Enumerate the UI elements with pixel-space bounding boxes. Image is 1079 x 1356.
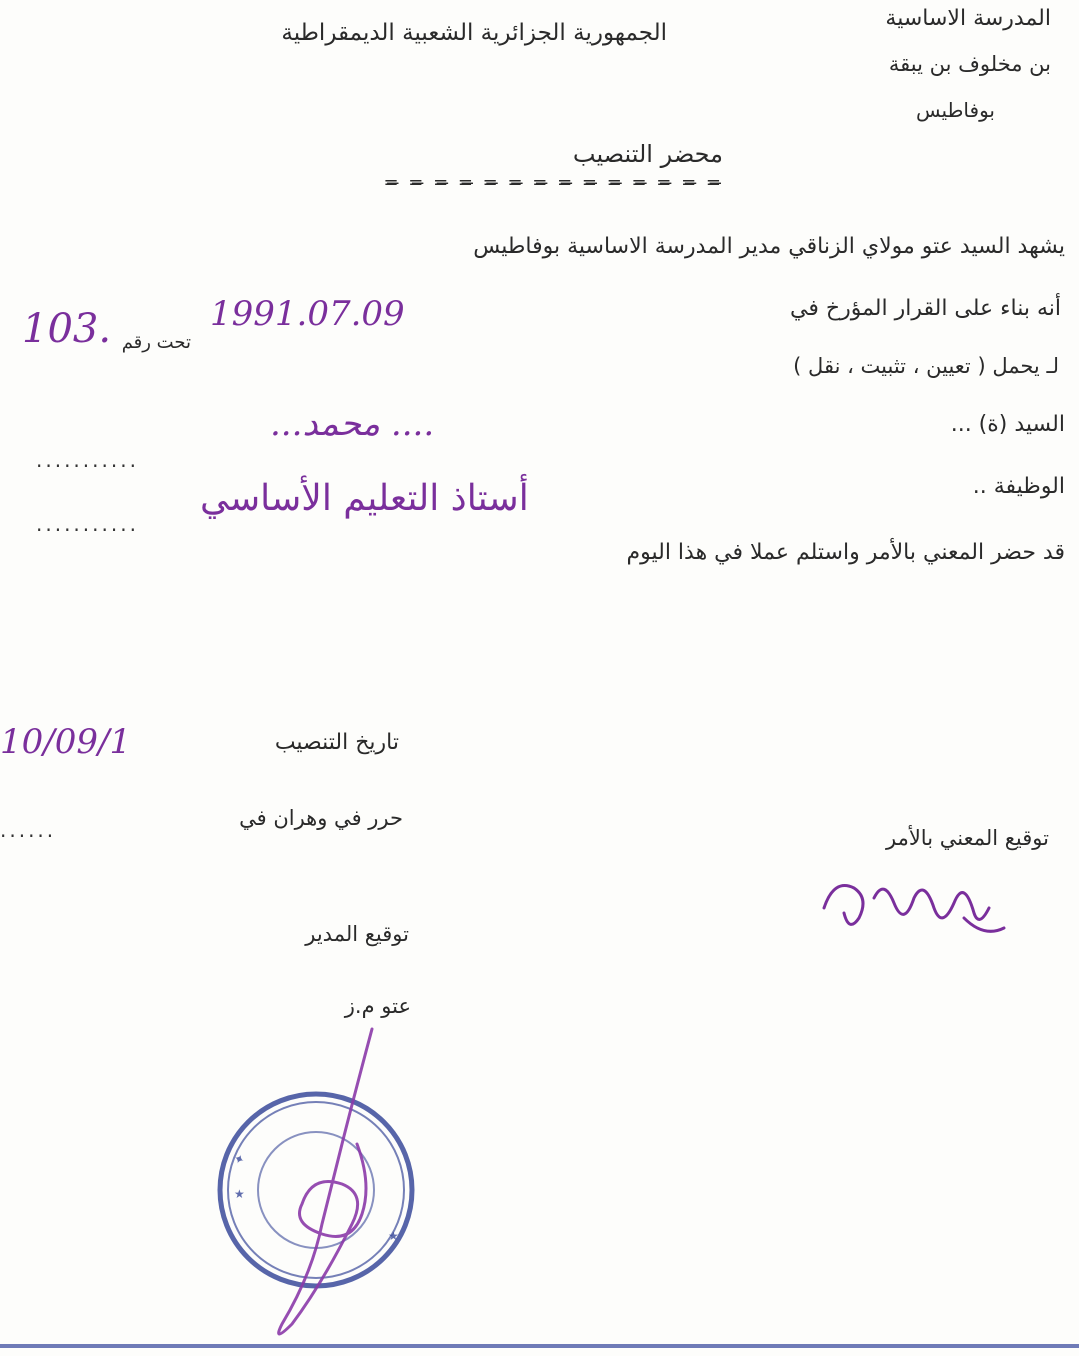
body-line-last: قد حضر المعني بالأمر واستلم عملا في هذا اليوم	[626, 540, 1065, 565]
decision-number-label: تحت رقم	[121, 332, 191, 353]
svg-text:★: ★	[388, 1229, 399, 1243]
title-underline: =̶ =̶ =̶ =̶ =̶ =̶ =̶ =̶ =̶ =̶ =̶ =̶ =̶ =̶	[383, 172, 723, 193]
director-signature	[252, 1024, 412, 1354]
job-dots: ...........	[36, 512, 139, 536]
document-title: محضر التنصيب	[572, 140, 723, 168]
name-dots: ...........	[36, 448, 139, 472]
job-value: أستاذ التعليم الأساسي	[200, 478, 529, 519]
school-line3: بوفاطيس	[915, 98, 995, 122]
name-value: ...محمد ....	[270, 404, 435, 444]
school-line1: المدرسة الاساسية	[885, 6, 1051, 31]
director-name: عتو م.ز	[344, 994, 411, 1018]
svg-text:✦: ✦	[231, 1151, 250, 1168]
body-line3: لـ يحمل ( تعيين ، تثبيت ، نقل )	[793, 354, 1059, 378]
body-line1: يشهد السيد عتو مولاي الزناقي مدير المدرسة الاساسية بوفاطيس	[473, 234, 1065, 259]
decision-date: 1991.07.09	[210, 294, 405, 334]
made-at-label: حرر في وهران في	[239, 806, 403, 830]
body-line2: أنه بناء على القرار المؤرخ في	[790, 296, 1061, 321]
svg-text:★: ★	[234, 1187, 245, 1201]
install-date-value: 10/09/1	[0, 722, 132, 762]
name-label: السيد (ة) ...	[950, 412, 1065, 437]
job-label: الوظيفة ..	[972, 474, 1065, 499]
director-signature-label: توقيع المدير	[305, 922, 409, 946]
person-signature-label: توقيع المعني بالأمر	[886, 826, 1049, 850]
republic-header: الجمهورية الجزائرية الشعبية الديمقراطية	[281, 20, 667, 46]
person-signature	[814, 858, 1014, 948]
made-at-dots: ......	[0, 818, 57, 842]
install-date-label: تاريخ التنصيب	[274, 730, 399, 755]
bottom-edge-line	[0, 1344, 1079, 1348]
school-line2: بن مخلوف بن يبقة	[888, 52, 1051, 76]
decision-number: 103.	[22, 306, 112, 352]
